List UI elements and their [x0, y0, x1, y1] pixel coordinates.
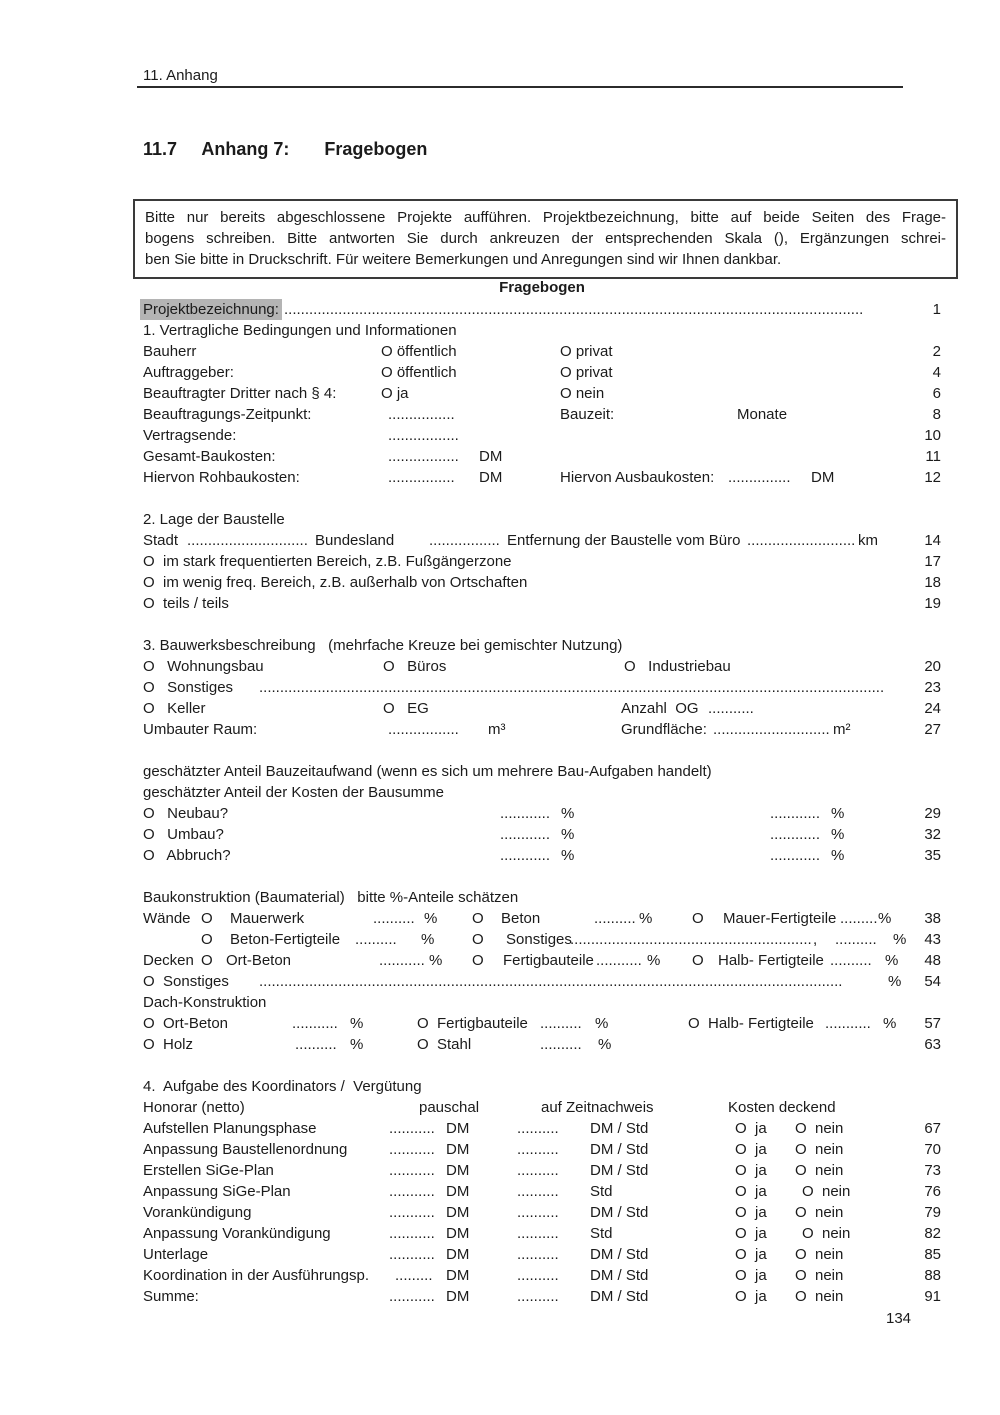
page-title: 11.7 Anhang 7: Fragebogen — [143, 139, 428, 159]
text-label: Wände — [143, 910, 191, 927]
form-line — [143, 845, 941, 866]
text-label: Erstellen SiGe-Plan — [143, 1162, 274, 1179]
form-line — [143, 572, 941, 593]
unit-label: Monate — [737, 406, 788, 423]
text-label: Gesamt-Baukosten: — [143, 448, 276, 465]
unit-label: DM — [446, 1246, 470, 1263]
form-line — [143, 929, 941, 950]
unit-label: % — [421, 931, 435, 948]
unit-label: m³ — [488, 721, 506, 738]
form-line — [143, 698, 941, 719]
radio-option: O nein — [802, 1183, 851, 1200]
line-number: 73 — [924, 1162, 941, 1179]
radio-option: O Industriebau — [624, 658, 731, 675]
dotted-fill-field: ................ — [388, 406, 455, 423]
dotted-fill-field: ............................. — [187, 532, 308, 549]
radio-option: O ja — [735, 1225, 767, 1242]
radio-option: O ja — [381, 385, 409, 402]
radio-option: O nein — [795, 1162, 844, 1179]
form-line — [143, 761, 941, 782]
text-label: Anpassung Vorankündigung — [143, 1225, 331, 1242]
radio-option: O ja — [735, 1162, 767, 1179]
unit-label: DM — [446, 1183, 470, 1200]
radio-option: O — [472, 952, 484, 969]
dotted-fill-field: ............ — [500, 805, 551, 822]
line-number: 14 — [924, 532, 941, 549]
line-number: 6 — [932, 385, 941, 402]
radio-option: O ja — [735, 1183, 767, 1200]
text-label: 1. Vertragliche Bedingungen und Informationen — [143, 322, 457, 339]
line-number: 18 — [924, 574, 941, 591]
unit-label: % — [561, 826, 575, 843]
form-line — [143, 509, 941, 530]
line-number: 32 — [924, 826, 941, 843]
dotted-fill-field: ...................................................................................................................................................... — [259, 679, 885, 696]
radio-option: O nein — [795, 1204, 844, 1221]
radio-option: O ja — [735, 1267, 767, 1284]
text-label: Bauzeit: — [560, 406, 615, 423]
radio-option: O ja — [735, 1288, 767, 1305]
text-label: Summe: — [143, 1288, 199, 1305]
line-number: 27 — [924, 721, 941, 738]
radio-option: O nein — [795, 1267, 844, 1284]
form-line — [143, 1223, 941, 1244]
dotted-fill-field: ................. — [429, 532, 500, 549]
line-number: 11 — [925, 448, 941, 465]
dotted-fill-field: ........... — [389, 1162, 435, 1179]
line-number: 43 — [924, 931, 941, 948]
form-line — [143, 1076, 941, 1097]
unit-label: , — [813, 931, 818, 948]
line-number: 70 — [924, 1141, 941, 1158]
line-number: 57 — [924, 1015, 941, 1032]
dotted-fill-field: .......... — [540, 1015, 582, 1032]
text-label: Kosten deckend — [728, 1099, 836, 1116]
dotted-fill-field: .......................................................... — [570, 931, 812, 948]
text-label: Bauherr — [143, 343, 197, 360]
radio-option: O — [472, 910, 484, 927]
form-line — [143, 782, 941, 803]
dotted-fill-field: ........... — [292, 1015, 338, 1032]
unit-label: DM / Std — [590, 1162, 649, 1179]
form-line — [143, 1244, 941, 1265]
text-label: Beton — [501, 910, 541, 927]
form-line — [143, 656, 941, 677]
dotted-fill-field: .......... — [373, 910, 415, 927]
unit-label: DM / Std — [590, 1288, 649, 1305]
dotted-fill-field: .......... — [355, 931, 397, 948]
line-number: 4 — [932, 364, 941, 381]
text-label: Mauerwerk — [230, 910, 305, 927]
form-heading: Fragebogen — [499, 279, 585, 296]
instructions-text-line: ben Sie bitte in Druckschrift. Für weitere Bemerkungen und Anregungen sind wir Ihnen dankbar. — [145, 251, 782, 268]
dotted-fill-field: ............................................................................................................................................ — [259, 973, 843, 990]
form-line — [143, 803, 941, 824]
form-line — [143, 362, 941, 383]
unit-label: % — [561, 847, 575, 864]
line-number: 38 — [924, 910, 941, 927]
dotted-fill-field: ................. — [388, 427, 459, 444]
line-number: 23 — [924, 679, 941, 696]
radio-option: O teils / teils — [143, 595, 229, 612]
line-number: 91 — [924, 1288, 941, 1305]
form-line — [143, 404, 941, 425]
unit-label: DM — [479, 448, 503, 465]
unit-label: Std — [590, 1183, 613, 1200]
dotted-fill-field: ........................................................................................................................................... — [284, 301, 864, 318]
radio-option: O öffentlich — [381, 343, 457, 360]
unit-label: % — [647, 952, 661, 969]
unit-label: km — [858, 532, 878, 549]
dotted-fill-field: .......... — [517, 1120, 559, 1137]
form-line — [143, 635, 941, 656]
radio-option: O im stark frequentierten Bereich, z.B. Fußgängerzone — [143, 553, 512, 570]
radio-option: O Sonstiges — [143, 973, 229, 990]
radio-option: O — [472, 931, 484, 948]
line-number: 63 — [924, 1036, 941, 1053]
dotted-fill-field: ......... — [840, 910, 878, 927]
unit-label: DM / Std — [590, 1246, 649, 1263]
unit-label: Std — [590, 1225, 613, 1242]
instructions-text-line: bogens schreiben. Bitte antworten Sie durch ankreuzen der entsprechenden Skala (), Ergänzungen schrei- — [145, 230, 946, 247]
dotted-fill-field: ................ — [388, 469, 455, 486]
text-label: 4. Aufgabe des Koordinators / Vergütung — [143, 1078, 422, 1095]
dotted-fill-field: .......... — [830, 952, 872, 969]
line-number: 24 — [924, 700, 941, 717]
radio-option: O nein — [795, 1246, 844, 1263]
unit-label: % — [639, 910, 653, 927]
radio-option: O ja — [735, 1246, 767, 1263]
radio-option: O privat — [560, 364, 613, 381]
radio-option: O Neubau? — [143, 805, 229, 822]
dotted-fill-field: .......................... — [747, 532, 856, 549]
unit-label: DM — [446, 1225, 470, 1242]
text-label: Beauftragter Dritter nach § 4: — [143, 385, 337, 402]
unit-label: % — [429, 952, 443, 969]
page-number: 134 — [886, 1310, 912, 1327]
line-number: 35 — [924, 847, 941, 864]
unit-label: DM — [811, 469, 835, 486]
unit-label: % — [888, 973, 902, 990]
radio-option: O nein — [795, 1288, 844, 1305]
radio-option: O EG — [383, 700, 429, 717]
form-line — [143, 341, 941, 362]
text-label: Koordination in der Ausführungsp. — [143, 1267, 369, 1284]
dotted-fill-field: .......... — [517, 1183, 559, 1200]
unit-label: % — [424, 910, 438, 927]
radio-option: O ja — [735, 1204, 767, 1221]
running-header: 11. Anhang — [143, 67, 218, 84]
text-label: Entfernung der Baustelle vom Büro — [507, 532, 741, 549]
form-heading-line — [143, 277, 941, 298]
dotted-fill-field: ........... — [379, 952, 425, 969]
line-number: 48 — [924, 952, 941, 969]
unit-label: % — [878, 910, 892, 927]
radio-option: O — [201, 910, 213, 927]
dotted-fill-field: ............ — [770, 847, 821, 864]
radio-option: O nein — [802, 1225, 851, 1242]
text-label: Dach-Konstruktion — [143, 994, 267, 1011]
radio-option: O ja — [735, 1141, 767, 1158]
dotted-fill-field: ........... — [389, 1288, 435, 1305]
text-label: geschätzter Anteil der Kosten der Bausumme — [143, 784, 444, 801]
text-label: Fertigbauteile — [503, 952, 594, 969]
text-label: Aufstellen Planungsphase — [143, 1120, 317, 1137]
form-line — [143, 1139, 941, 1160]
line-number: 19 — [924, 595, 941, 612]
unit-label: % — [350, 1036, 364, 1053]
radio-option: O nein — [560, 385, 605, 402]
radio-option: O Halb- Fertigteile — [688, 1015, 814, 1032]
line-number: 8 — [932, 406, 941, 423]
dotted-fill-field: ........... — [389, 1183, 435, 1200]
unit-label: % — [561, 805, 575, 822]
unit-label: % — [883, 1015, 897, 1032]
line-number: 2 — [932, 343, 941, 360]
dotted-fill-field: .......... — [517, 1225, 559, 1242]
text-label: Umbauter Raum: — [143, 721, 258, 738]
text-label: Hiervon Rohbaukosten: — [143, 469, 300, 486]
text-label: Vertragsende: — [143, 427, 237, 444]
form-line — [143, 383, 941, 404]
form-line — [143, 299, 941, 320]
dotted-fill-field: .......... — [594, 910, 636, 927]
text-label: Auftraggeber: — [143, 364, 234, 381]
line-number: 29 — [924, 805, 941, 822]
text-label: 3. Bauwerksbeschreibung (mehrfache Kreuze bei gemischter Nutzung) — [143, 637, 623, 654]
text-label: Beauftragungs-Zeitpunkt: — [143, 406, 312, 423]
dotted-fill-field: .......... — [295, 1036, 337, 1053]
form-line — [143, 1034, 941, 1055]
line-number: 88 — [924, 1267, 941, 1284]
radio-option: O Fertigbauteile — [417, 1015, 528, 1032]
dotted-fill-field: ............ — [500, 847, 551, 864]
unit-label: DM — [446, 1120, 470, 1137]
text-label: Hiervon Ausbaukosten: — [560, 469, 715, 486]
dotted-fill-field: ........... — [708, 700, 754, 717]
radio-option: O — [692, 952, 704, 969]
form-line — [143, 320, 941, 341]
form-line — [143, 1118, 941, 1139]
form-line — [143, 530, 941, 551]
dotted-fill-field: .......... — [517, 1288, 559, 1305]
line-number: 10 — [924, 427, 941, 444]
radio-option: O — [692, 910, 704, 927]
form-line — [143, 1013, 941, 1034]
radio-option: O privat — [560, 343, 613, 360]
dotted-fill-field: ......... — [395, 1267, 433, 1284]
text-label: Anzahl OG — [621, 700, 699, 717]
form-line — [143, 971, 941, 992]
text-label: Anpassung SiGe-Plan — [143, 1183, 291, 1200]
line-number: 82 — [924, 1225, 941, 1242]
form-line — [143, 593, 941, 614]
dotted-fill-field: ........... — [596, 952, 642, 969]
radio-option: O Büros — [383, 658, 447, 675]
form-line — [143, 824, 941, 845]
unit-label: m² — [833, 721, 851, 738]
line-number: 12 — [924, 469, 941, 486]
text-label: auf Zeitnachweis — [541, 1099, 654, 1116]
text-label: Mauer-Fertigteile — [723, 910, 837, 927]
radio-option: O öffentlich — [381, 364, 457, 381]
dotted-fill-field: ............ — [770, 826, 821, 843]
text-label: pauschal — [419, 1099, 480, 1116]
unit-label: % — [831, 826, 845, 843]
text-label: Bundesland — [315, 532, 395, 549]
form-line — [143, 1286, 941, 1307]
dotted-fill-field: .......... — [517, 1141, 559, 1158]
form-line — [143, 1097, 941, 1118]
unit-label: % — [350, 1015, 364, 1032]
line-number: 67 — [924, 1120, 941, 1137]
text-label: Sonstiges — [506, 931, 572, 948]
unit-label: % — [598, 1036, 612, 1053]
unit-label: DM — [479, 469, 503, 486]
unit-label: DM / Std — [590, 1267, 649, 1284]
dotted-fill-field: .......... — [517, 1162, 559, 1179]
text-label: Decken — [143, 952, 194, 969]
dotted-fill-field: ........... — [389, 1225, 435, 1242]
form-line — [143, 992, 941, 1013]
form-line — [143, 425, 941, 446]
text-label: 2. Lage der Baustelle — [143, 511, 285, 528]
line-number: 79 — [924, 1204, 941, 1221]
dotted-fill-field: ................. — [388, 448, 459, 465]
radio-option: O Abbruch? — [143, 847, 231, 864]
form-line — [143, 446, 941, 467]
text-label: Grundfläche: — [621, 721, 707, 738]
instructions-text-line: Bitte nur bereits abgeschlossene Projekte aufführen. Projektbezeichnung, bitte auf beide Seiten des Frage- — [145, 209, 946, 226]
radio-option: O Sonstiges — [143, 679, 234, 696]
form-line — [143, 1181, 941, 1202]
radio-option: O Holz — [143, 1036, 194, 1053]
text-label: Beton-Fertigteile — [230, 931, 341, 948]
unit-label: % — [893, 931, 907, 948]
dotted-fill-field: .......... — [517, 1204, 559, 1221]
dotted-fill-field: ............ — [500, 826, 551, 843]
dotted-fill-field: .......... — [540, 1036, 582, 1053]
unit-label: % — [885, 952, 899, 969]
radio-option: O nein — [795, 1120, 844, 1137]
unit-label: DM / Std — [590, 1120, 649, 1137]
radio-option: O Stahl — [417, 1036, 472, 1053]
dotted-fill-field: ........... — [389, 1246, 435, 1263]
form-line — [143, 1265, 941, 1286]
dotted-fill-field: ............ — [770, 805, 821, 822]
text-label: Ort-Beton — [226, 952, 292, 969]
dotted-fill-field: ........... — [389, 1141, 435, 1158]
form-line — [143, 1160, 941, 1181]
dotted-fill-field: .......... — [835, 931, 877, 948]
radio-option: O — [201, 952, 213, 969]
unit-label: % — [595, 1015, 609, 1032]
unit-label: % — [831, 805, 845, 822]
form-line — [143, 908, 941, 929]
form-line — [143, 719, 941, 740]
unit-label: DM — [446, 1204, 470, 1221]
line-number: 76 — [924, 1183, 941, 1200]
form-line — [143, 950, 941, 971]
unit-label: DM / Std — [590, 1141, 649, 1158]
unit-label: DM — [446, 1141, 470, 1158]
form-line — [143, 551, 941, 572]
project-name-label: Projektbezeichnung: — [140, 299, 282, 320]
form-line — [143, 1202, 941, 1223]
unit-label: % — [831, 847, 845, 864]
line-number: 1 — [932, 301, 941, 318]
dotted-fill-field: .......... — [517, 1246, 559, 1263]
dotted-fill-field: ............................ — [713, 721, 830, 738]
form-line — [143, 467, 941, 488]
radio-option: O im wenig freq. Bereich, z.B. außerhalb von Ortschaften — [143, 574, 528, 591]
dotted-fill-field: ........... — [389, 1204, 435, 1221]
text-label: geschätzter Anteil Bauzeitaufwand (wenn es sich um mehrere Bau-Aufgaben handelt) — [143, 763, 712, 780]
text-label: Honorar (netto) — [143, 1099, 245, 1116]
unit-label: DM — [446, 1267, 470, 1284]
line-number: 20 — [924, 658, 941, 675]
dotted-fill-field: ............... — [728, 469, 791, 486]
text-label: Halb- Fertigteile — [718, 952, 824, 969]
text-label: Unterlage — [143, 1246, 209, 1263]
radio-option: O Ort-Beton — [143, 1015, 229, 1032]
radio-option: O Umbau? — [143, 826, 224, 843]
text-label: Vorankündigung — [143, 1204, 252, 1221]
line-number: 85 — [924, 1246, 941, 1263]
unit-label: DM — [446, 1288, 470, 1305]
text-label: Stadt — [143, 532, 179, 549]
dotted-fill-field: .......... — [517, 1267, 559, 1284]
dotted-fill-field: ........... — [825, 1015, 871, 1032]
radio-option: O nein — [795, 1141, 844, 1158]
radio-option: O Keller — [143, 700, 206, 717]
radio-option: O — [201, 931, 213, 948]
line-number: 17 — [924, 553, 941, 570]
dotted-fill-field: ........... — [389, 1120, 435, 1137]
unit-label: DM / Std — [590, 1204, 649, 1221]
form-line — [143, 677, 941, 698]
line-number: 54 — [924, 973, 941, 990]
radio-option: O ja — [735, 1120, 767, 1137]
unit-label: DM — [446, 1162, 470, 1179]
dotted-fill-field: ................. — [388, 721, 459, 738]
text-label: Anpassung Baustellenordnung — [143, 1141, 348, 1158]
form-line — [143, 887, 941, 908]
text-label: Baukonstruktion (Baumaterial) bitte %-Anteile schätzen — [143, 889, 519, 906]
radio-option: O Wohnungsbau — [143, 658, 264, 675]
